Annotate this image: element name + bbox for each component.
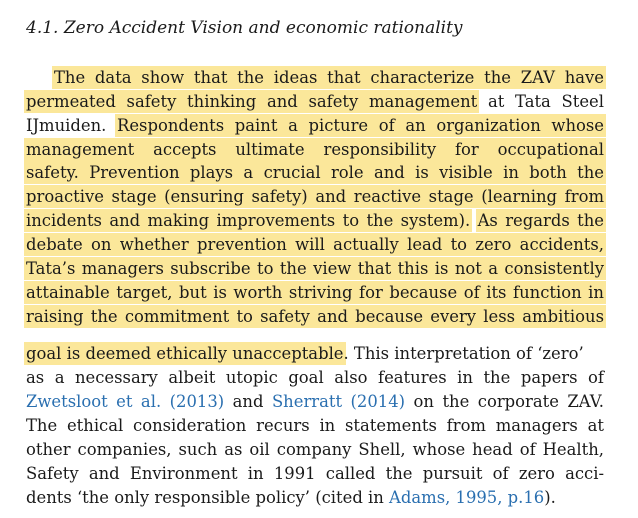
- highlighted-text: proactive stage (ensuring safety) and reactive stage (learning from: [26, 187, 604, 206]
- text-line: [26, 258, 604, 281]
- text-span: at Tata Steel: [487, 92, 604, 111]
- text-span: The ethical consideration recurs in statements from managers at: [26, 416, 604, 435]
- highlighted-text: goal is deemed ethically unacceptable: [26, 344, 344, 363]
- highlighted-text: Respondents paint a picture of an organization whose: [117, 116, 604, 135]
- highlighted-text: incidents and making improvements to the system).: [26, 211, 471, 230]
- text-line: [26, 306, 604, 329]
- text-line: [26, 91, 604, 114]
- text-line: [26, 343, 604, 366]
- text-span: other companies, such as oil company Shell, whose head of Health,: [26, 440, 604, 459]
- text-line: [26, 210, 604, 233]
- highlighted-text: raising the commitment to safety and because every less ambitious: [26, 307, 604, 326]
- text-line: [26, 391, 604, 414]
- text-line: [26, 463, 604, 486]
- citation-link-adams[interactable]: Adams, 1995, p.16: [389, 488, 545, 507]
- text-line: [26, 162, 604, 185]
- text-line: [26, 439, 604, 462]
- text-line: [26, 67, 604, 90]
- text-line: [26, 282, 604, 305]
- text-span: as a necessary albeit utopic goal also features in the papers of: [26, 368, 604, 387]
- text-span: and: [232, 392, 264, 411]
- citation-link-zwetsloot[interactable]: Zwetsloot et al. (2013): [26, 392, 225, 411]
- text-line: [26, 186, 604, 209]
- highlighted-text: The data show that the ideas that characterize the ZAV have: [54, 68, 604, 87]
- text-span: Safety and Environment in 1991 called the pursuit of zero acci-: [26, 464, 604, 483]
- section-heading: 4.1. Zero Accident Vision and economic rationality: [26, 18, 463, 38]
- highlighted-text: permeated safety thinking and safety management: [26, 92, 478, 111]
- highlighted-text: safety. Prevention plays a crucial role and is visible in both the: [26, 163, 604, 182]
- text-span: on the corporate ZAV.: [413, 392, 604, 411]
- text-line: [26, 115, 604, 138]
- text-line: [26, 139, 604, 162]
- text-span: ).: [544, 488, 556, 507]
- highlighted-text: Tata’s managers subscribe to the view that this is not a consistently: [26, 259, 604, 278]
- citation-link-sherratt[interactable]: Sherratt (2014): [271, 392, 406, 411]
- text-line: [26, 367, 604, 390]
- text-span: IJmuiden.: [26, 116, 107, 135]
- text-span: dents ‘the only responsible policy’ (cited in: [26, 488, 384, 507]
- text-line: [26, 487, 604, 510]
- text-line: [26, 415, 604, 438]
- highlighted-text: attainable target, but is worth striving for because of its function in: [26, 283, 604, 302]
- text-span: . This interpretation of ‘zero’: [343, 344, 584, 363]
- text-line: [26, 234, 604, 257]
- highlighted-text: debate on whether prevention will actually lead to zero accidents,: [26, 235, 604, 254]
- highlighted-text: management accepts ultimate responsibility for occupational: [26, 140, 604, 159]
- highlighted-text: As regards the: [477, 211, 604, 230]
